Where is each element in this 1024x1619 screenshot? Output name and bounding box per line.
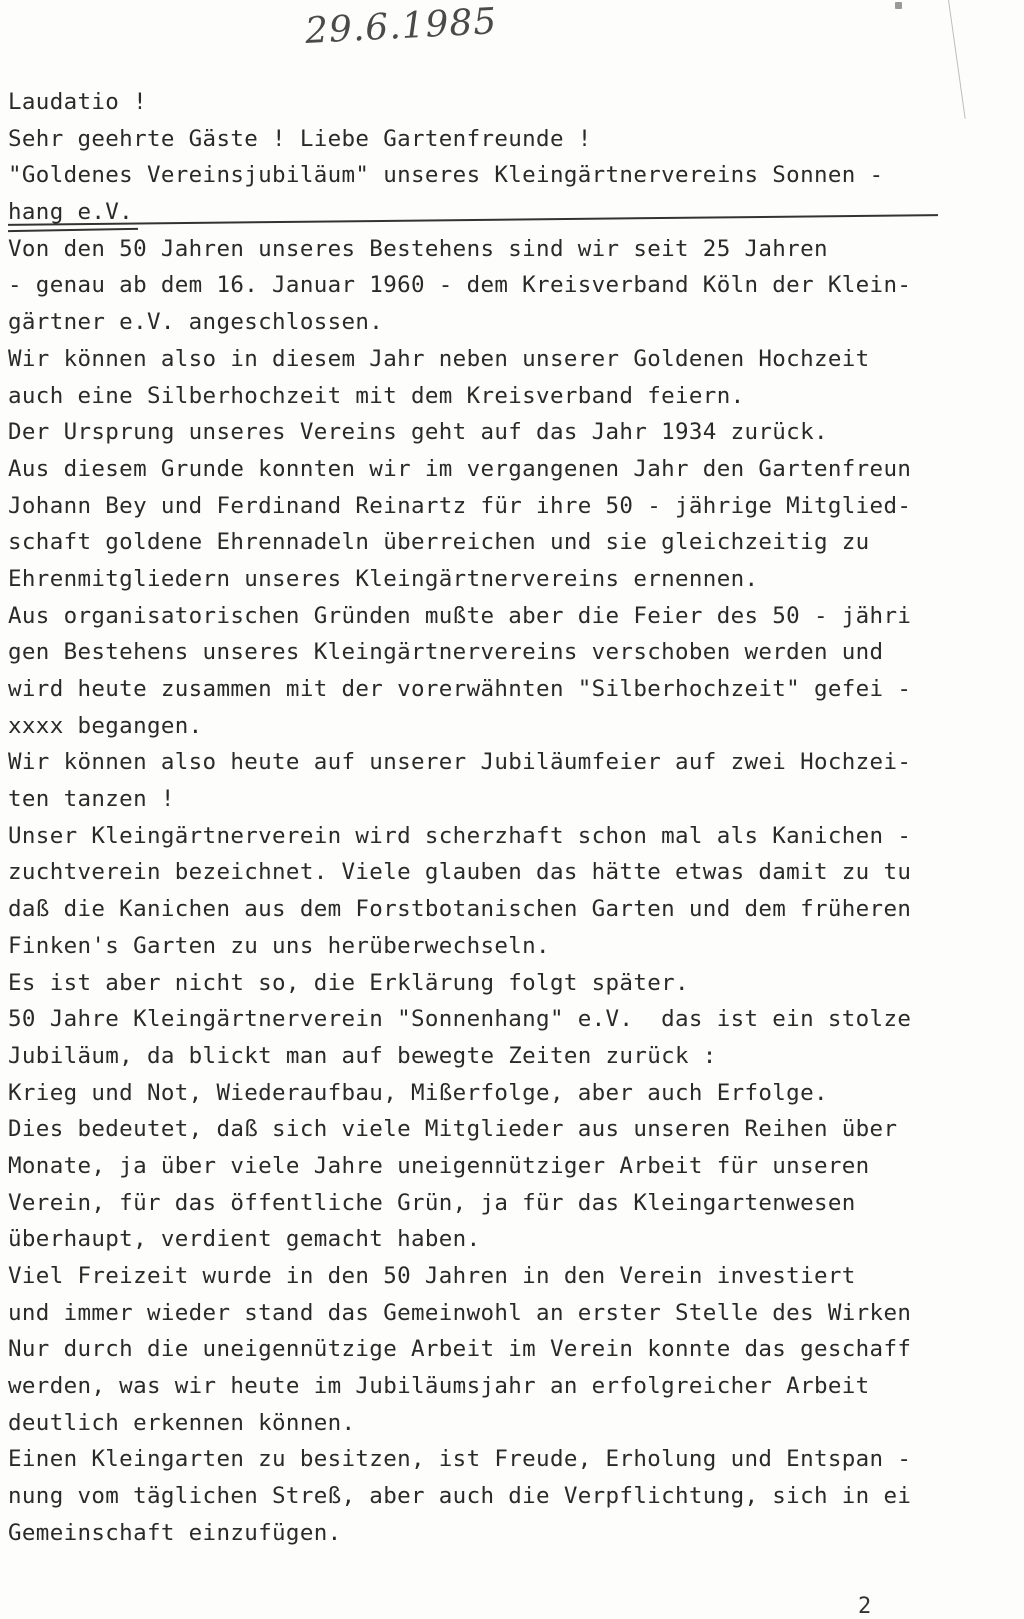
text-line: gen Bestehens unseres Kleingärtnervereins verschoben werden und bbox=[8, 639, 884, 666]
text-line: Dies bedeutet, daß sich viele Mitglieder aus unseren Reihen über bbox=[8, 1116, 898, 1143]
text-line: 50 Jahre Kleingärtnerverein "Sonnenhang" e.V. das ist ein stolze bbox=[8, 1006, 912, 1033]
text-line: Jubiläum, da blickt man auf bewegte Zeiten zurück : bbox=[8, 1042, 717, 1069]
text-line: wird heute zusammen mit der vorerwähnten "Silberhochzeit" gefei - bbox=[8, 676, 912, 702]
scan-mark bbox=[895, 2, 902, 9]
text-line: zuchtverein bezeichnet. Viele glauben das hätte etwas damit zu tu bbox=[8, 859, 912, 886]
text-line: gärtner e.V. angeschlossen. bbox=[8, 309, 384, 336]
text-line: Einen Kleingarten zu besitzen, ist Freude, Erholung und Entspan - bbox=[8, 1446, 912, 1473]
text-line: - genau ab dem 16. Januar 1960 - dem Kreisverband Köln der Klein- bbox=[8, 272, 912, 299]
text-line: Viel Freizeit wurde in den 50 Jahren in den Verein investiert bbox=[8, 1263, 856, 1289]
typed-text-body bbox=[8, 84, 1008, 1552]
text-line: Unser Kleingärtnerverein wird scherzhaft schon mal als Kanichen - bbox=[8, 822, 912, 849]
text-line: überhaupt, verdient gemacht haben. bbox=[8, 1226, 481, 1253]
text-line: schaft goldene Ehrennadeln überreichen und sie gleichzeitig zu bbox=[8, 529, 870, 556]
text-line: Es ist aber nicht so, die Erklärung folgt später. bbox=[8, 969, 689, 996]
text-line: hang e.V. bbox=[8, 199, 134, 226]
text-line: Aus organisatorischen Gründen mußte aber die Feier des 50 - jähri bbox=[8, 602, 912, 629]
text-line: Nur durch die uneigennützige Arbeit im Verein konnte das geschaff bbox=[8, 1336, 912, 1363]
text-line: Ehrenmitgliedern unseres Kleingärtnervereins ernennen. bbox=[8, 565, 759, 592]
text-line: Finken's Garten zu uns herüberwechseln. bbox=[8, 932, 550, 959]
text-line: deutlich erkennen können. bbox=[8, 1409, 356, 1436]
text-line: Gemeinschaft einzufügen. bbox=[8, 1519, 342, 1546]
text-line: xxxx begangen. bbox=[8, 712, 203, 739]
text-line: Von den 50 Jahren unseres Bestehens sind wir seit 25 Jahren bbox=[8, 235, 828, 262]
text-line: Aus diesem Grunde konnten wir im vergangenen Jahr den Gartenfreun bbox=[8, 455, 912, 482]
text-line: werden, was wir heute im Jubiläumsjahr an erfolgreicher Arbeit bbox=[8, 1373, 870, 1400]
text-line: Verein, für das öffentliche Grün, ja für das Kleingartenwesen bbox=[8, 1189, 856, 1216]
text-line: Der Ursprung unseres Vereins geht auf das Jahr 1934 zurück. bbox=[8, 419, 828, 446]
handwritten-date: 29.6.1985 bbox=[304, 0, 499, 53]
text-line: Wir können also in diesem Jahr neben unserer Goldenen Hochzeit bbox=[8, 345, 870, 372]
text-line: nung vom täglichen Streß, aber auch die Verpflichtung, sich in ei bbox=[8, 1483, 912, 1510]
text-line: Laudatio ! bbox=[8, 89, 147, 115]
text-line: "Goldenes Vereinsjubiläum" unseres Kleingärtnervereins Sonnen - bbox=[8, 162, 884, 189]
text-line: Krieg und Not, Wiederaufbau, Mißerfolge, aber auch Erfolge. bbox=[8, 1079, 828, 1106]
text-line: Johann Bey und Ferdinand Reinartz für ihre 50 - jährige Mitglied- bbox=[8, 492, 912, 519]
text-line: daß die Kanichen aus dem Forstbotanischen Garten und dem früheren bbox=[8, 896, 912, 923]
text-line: und immer wieder stand das Gemeinwohl an erster Stelle des Wirken bbox=[8, 1299, 912, 1326]
text-line: Wir können also heute auf unserer Jubiläumfeier auf zwei Hochzei- bbox=[8, 749, 912, 776]
text-line: Monate, ja über viele Jahre uneigennütziger Arbeit für unseren bbox=[8, 1152, 870, 1179]
text-line: ten tanzen ! bbox=[8, 786, 175, 813]
text-line: auch eine Silberhochzeit mit dem Kreisverband feiern. bbox=[8, 382, 745, 409]
text-line: Sehr geehrte Gäste ! Liebe Gartenfreunde ! bbox=[8, 125, 592, 152]
page-number: 2 bbox=[858, 1594, 872, 1619]
